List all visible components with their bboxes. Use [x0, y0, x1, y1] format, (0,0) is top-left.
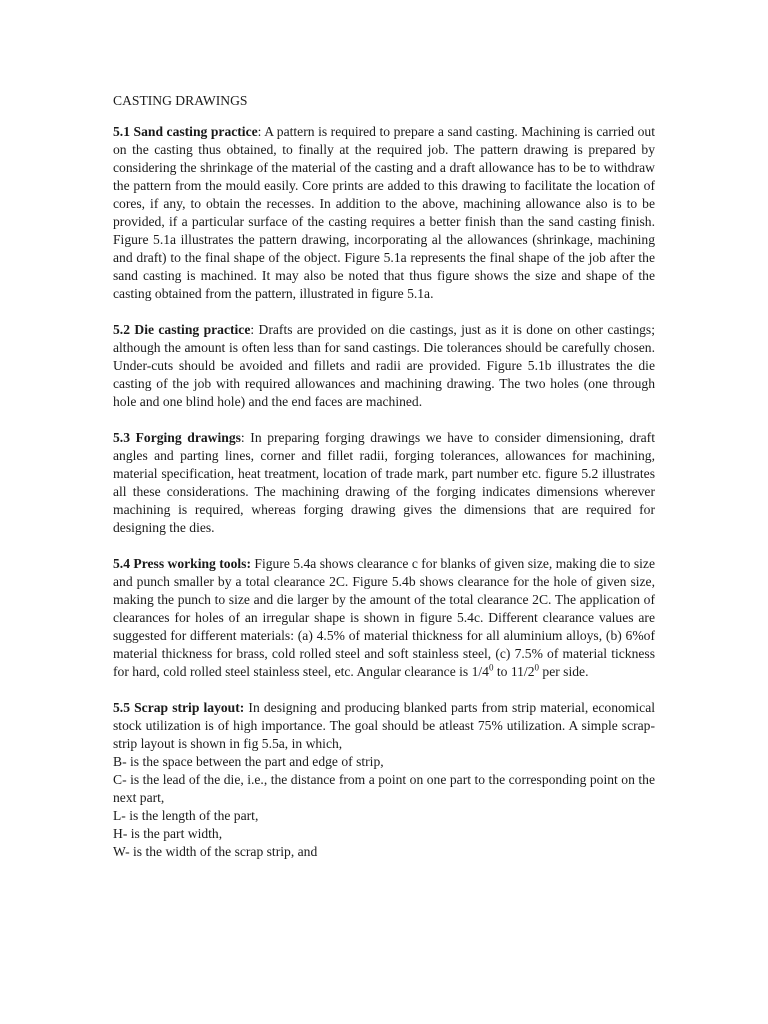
section-separator: : — [257, 124, 265, 139]
section-sand-casting — [113, 123, 655, 303]
section-forging — [113, 429, 655, 537]
section-heading: 5.1 Sand casting practice — [113, 124, 258, 139]
section-body: In designing and producing blanked parts from strip material, economical stock utilization is of high importance. The goal should be atleast 75% utilization. A simple scrap-strip layout is shown in fig 5.5a, in which, — [113, 700, 656, 751]
list-item: B- is the space between the part and edge of strip, — [113, 754, 384, 769]
section-heading: 5.4 Press working tools: — [113, 556, 251, 571]
list-item: H- is the part width, — [113, 826, 223, 841]
section-scrap-strip — [113, 699, 655, 753]
section-body: Figure 5.4a shows clearance c for blanks of given size, making die to size and punch smaller by a total clearance 2C. Figure 5.4b shows clearance for the hole of given size, making the punch to size and die larger by the amount of the total clearance 2C. The application of clearances for holes of an irregular shape is shown in figure 5.4c. Different clearance values are suggested for different materials: (a) 4.5% of material thickness for all aluminium alloys, (b) 6%of material thickness for brass, cold rolled steel and soft stainless steel, (c) 7.5% of material tickness for hard, cold rolled steel stainless steel, etc. Angular clearance is 1/4 — [113, 556, 655, 679]
section-separator: : — [250, 322, 259, 337]
list-item: C- is the lead of the die, i.e., the distance from a point on one part to the corresponding point on the next part, — [113, 772, 655, 805]
section-body: A pattern is required to prepare a sand casting. Machining is carried out on the casting thus obtained, to finally at the required job. The pattern drawing is prepared by considering the shrinkage of the material of the casting and a draft allowance has to be to withdraw the pattern from the mould easily. Core prints are added to this drawing to facilitate the location of cores, if any, to obtain the recesses. In addition to the above, machining allowance also is to be provided, if a particular surface of the casting requires a better finish than the sand casting finish. Figure 5.1a illustrates the pattern drawing, incorporating al the allowances (shrinkage, machining and draft) to the final shape of the object. Figure 5.1a represents the final shape of the job after the sand casting is machined. It may also be noted that thus figure shows the size and shape of the casting obtained from the pattern, illustrated in figure 5.1a. — [113, 124, 655, 301]
list-item: L- is the length of the part, — [113, 808, 259, 823]
section-separator: : — [240, 430, 251, 445]
degree-superscript: 0 — [534, 662, 540, 673]
document-title: CASTING DRAWINGS — [113, 93, 248, 108]
document-page — [113, 92, 655, 861]
definition-list — [113, 753, 655, 861]
section-body: In preparing forging drawings we have to consider dimensioning, draft angles and parting lines, corner and fillet radii, forging tolerances, allowances for machining, material specification, heat treatment, location of trade mark, part number etc. figure 5.2 illustrates all these considerations. The machining drawing of the forging indicates dimensions wherever machining is required, whereas forging drawing gives the dimensions that are required for designing the dies. — [113, 430, 655, 535]
section-body-continued: to 11/2 — [493, 664, 535, 679]
section-heading: 5.5 Scrap strip layout: — [113, 700, 245, 715]
section-body-tail: per side. — [539, 664, 589, 679]
list-item: W- is the width of the scrap strip, and — [113, 844, 318, 859]
section-die-casting — [113, 321, 655, 411]
section-press-working — [113, 555, 655, 681]
degree-superscript: 0 — [488, 662, 494, 673]
section-heading: 5.3 Forging drawings — [113, 430, 241, 445]
section-heading: 5.2 Die casting practice — [113, 322, 251, 337]
section-body: Drafts are provided on die castings, just as it is done on other castings; although the amount is often less than for sand castings. Die tolerances should be carefully chosen. Under-cuts should be avoided and fillets and radii are provided. Figure 5.1b illustrates the die casting of the job with required allowances and machining drawing. The two holes (one through hole and one blind hole) and the end faces are machined. — [113, 322, 655, 409]
